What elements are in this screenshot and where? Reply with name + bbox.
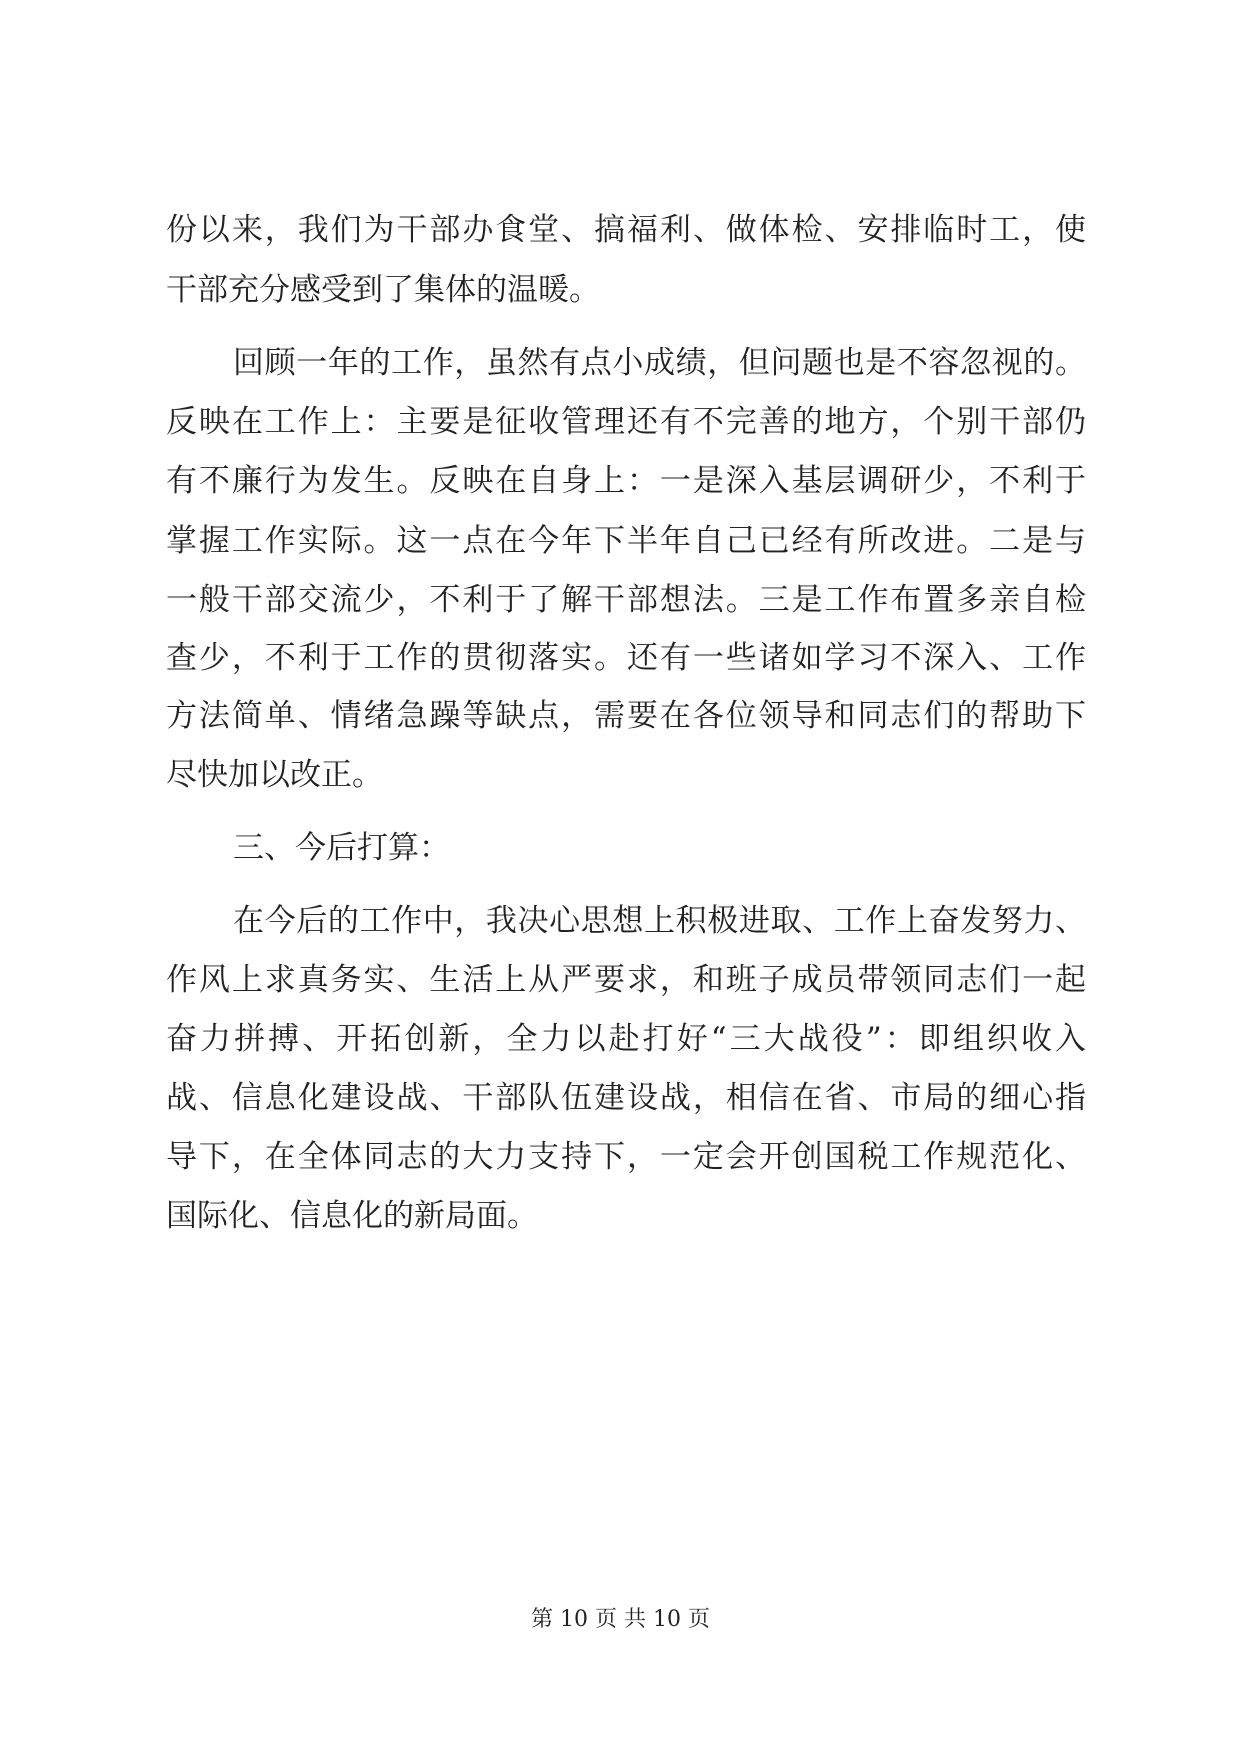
body-text-line: 份以来，我们为干部办食堂、搞福利、做体检、安排临时工，使 <box>166 212 1086 248</box>
body-text-line: 一般干部交流少，不利于了解干部想法。三是工作布置多亲自检 <box>166 582 1086 618</box>
paragraph-first-line: 回顾一年的工作，虽然有点小成绩，但问题也是不容忽视的。 <box>233 345 1086 381</box>
paragraph-first-line: 在今后的工作中，我决心思想上积极进取、工作上奋发努力、 <box>233 903 1086 939</box>
body-text-line: 掌握工作实际。这一点在今年下半年自己已经有所改进。二是与 <box>166 523 1086 559</box>
body-text-line: 反映在工作上：主要是征收管理还有不完善的地方，个别干部仍 <box>166 404 1086 440</box>
body-text-line: 奋力拼搏、开拓创新，全力以赴打好“三大战役”：即组织收入 <box>166 1021 1086 1057</box>
section-heading: 三、今后打算： <box>233 830 450 866</box>
body-text-line: 战、信息化建设战、干部队伍建设战，相信在省、市局的细心指 <box>166 1080 1086 1116</box>
body-text-line: 查少，不利于工作的贯彻落实。还有一些诸如学习不深入、工作 <box>166 640 1086 676</box>
page-footer: 第 10 页 共 10 页 <box>531 1607 710 1632</box>
body-text-line: 尽快加以改正。 <box>166 757 383 793</box>
body-text-line: 作风上求真务实、生活上从严要求，和班子成员带领同志们一起 <box>166 962 1086 998</box>
body-text-line: 方法简单、情绪急躁等缺点，需要在各位领导和同志们的帮助下 <box>166 698 1086 734</box>
body-text-line: 干部充分感受到了集体的温暖。 <box>166 272 600 308</box>
body-text-line: 国际化、信息化的新局面。 <box>166 1198 538 1234</box>
body-text-line: 有不廉行为发生。反映在自身上：一是深入基层调研少，不利于 <box>166 463 1086 499</box>
body-text-line: 导下，在全体同志的大力支持下，一定会开创国税工作规范化、 <box>166 1139 1086 1175</box>
